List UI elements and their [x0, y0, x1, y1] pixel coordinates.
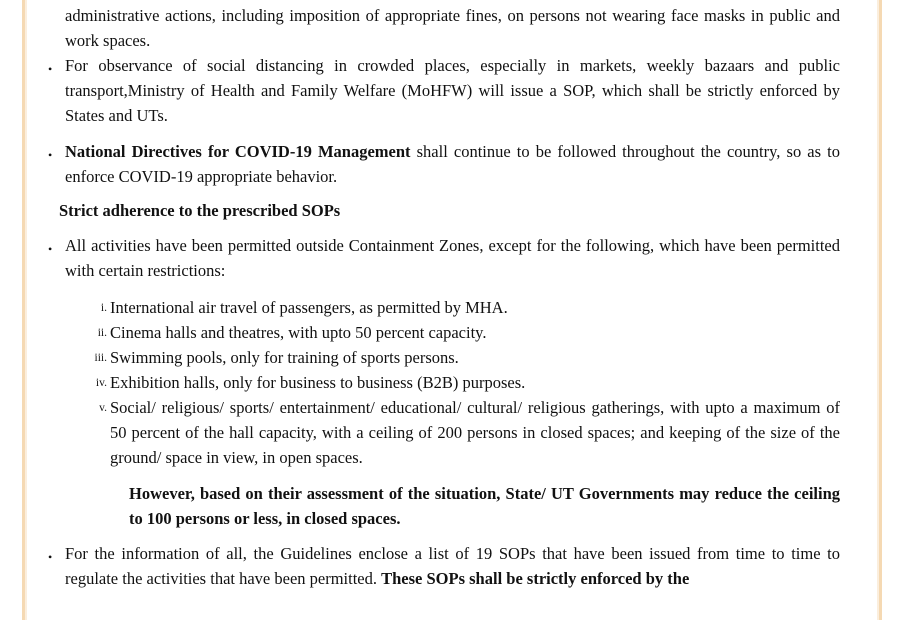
bullet-social-distancing — [40, 53, 840, 128]
permitted-activities-text: All activities have been permitted outside Containment Zones, except for the following, which have been permitted with certain restrictions: — [65, 236, 840, 280]
list-item-text: International air travel of passengers, as permitted by MHA. — [110, 298, 508, 317]
list-item-text: Exhibition halls, only for business to business (B2B) purposes. — [110, 373, 526, 392]
sops-enforcement-text: These SOPs shall be strictly enforced by the — [381, 569, 690, 588]
list-item-number: v. — [99, 402, 107, 414]
document-body — [40, 0, 840, 591]
bold-note: However, based on their assessment of the situation, State/ UT Governments may reduce the ceiling to 100 persons or less, in closed spaces. — [129, 484, 840, 528]
list-item-text: Swimming pools, only for training of sports persons. — [110, 348, 459, 367]
social-distancing-text: For observance of social distancing in crowded places, especially in markets, weekly bazaars and public transport,Ministry of Health and Family Welfare (MoHFW) will issue a SOP, which shall be strictly enforced by States and UTs. — [65, 56, 840, 125]
list-item-text: Social/ religious/ sports/ entertainment/ educational/ cultural/ religious gatherings, with upto a maximum of 50 percent of the hall capacity, with a ceiling of 200 persons in closed spaces; and keeping of the size of the ground/ space in view, in open spaces. — [110, 398, 840, 467]
paragraph-fines-text: administrative actions, including imposition of appropriate fines, on persons not wearing face masks in public and work spaces. — [65, 6, 840, 50]
list-item — [40, 395, 840, 470]
list-item-number: i. — [100, 302, 107, 314]
list-item-number: ii. — [97, 327, 107, 339]
bullet-sops-list — [40, 541, 840, 591]
bullet-permitted-activities — [40, 233, 840, 283]
list-item-number: iii. — [94, 352, 107, 364]
list-item — [40, 345, 840, 370]
paragraph-fines — [40, 3, 840, 53]
national-directives-text: shall continue to be followed throughout the country, so as to enforce COVID-19 appropriate behavior. — [65, 142, 840, 186]
sops-list-text: For the information of all, the Guidelines enclose a list of 19 SOPs that have been issued from time to time to regulate the activities that have been permitted. — [65, 544, 840, 588]
list-item — [40, 320, 840, 345]
list-item-number: iv. — [95, 377, 107, 389]
list-item-text: Cinema halls and theatres, with upto 50 percent capacity. — [110, 323, 487, 342]
national-directives-title: National Directives for COVID-19 Management — [65, 142, 411, 161]
section-heading: Strict adherence to the prescribed SOPs — [59, 201, 341, 220]
list-item — [40, 295, 840, 320]
bullet-national-directives — [40, 139, 840, 189]
list-item — [40, 370, 840, 395]
restrictions-list — [40, 295, 840, 470]
